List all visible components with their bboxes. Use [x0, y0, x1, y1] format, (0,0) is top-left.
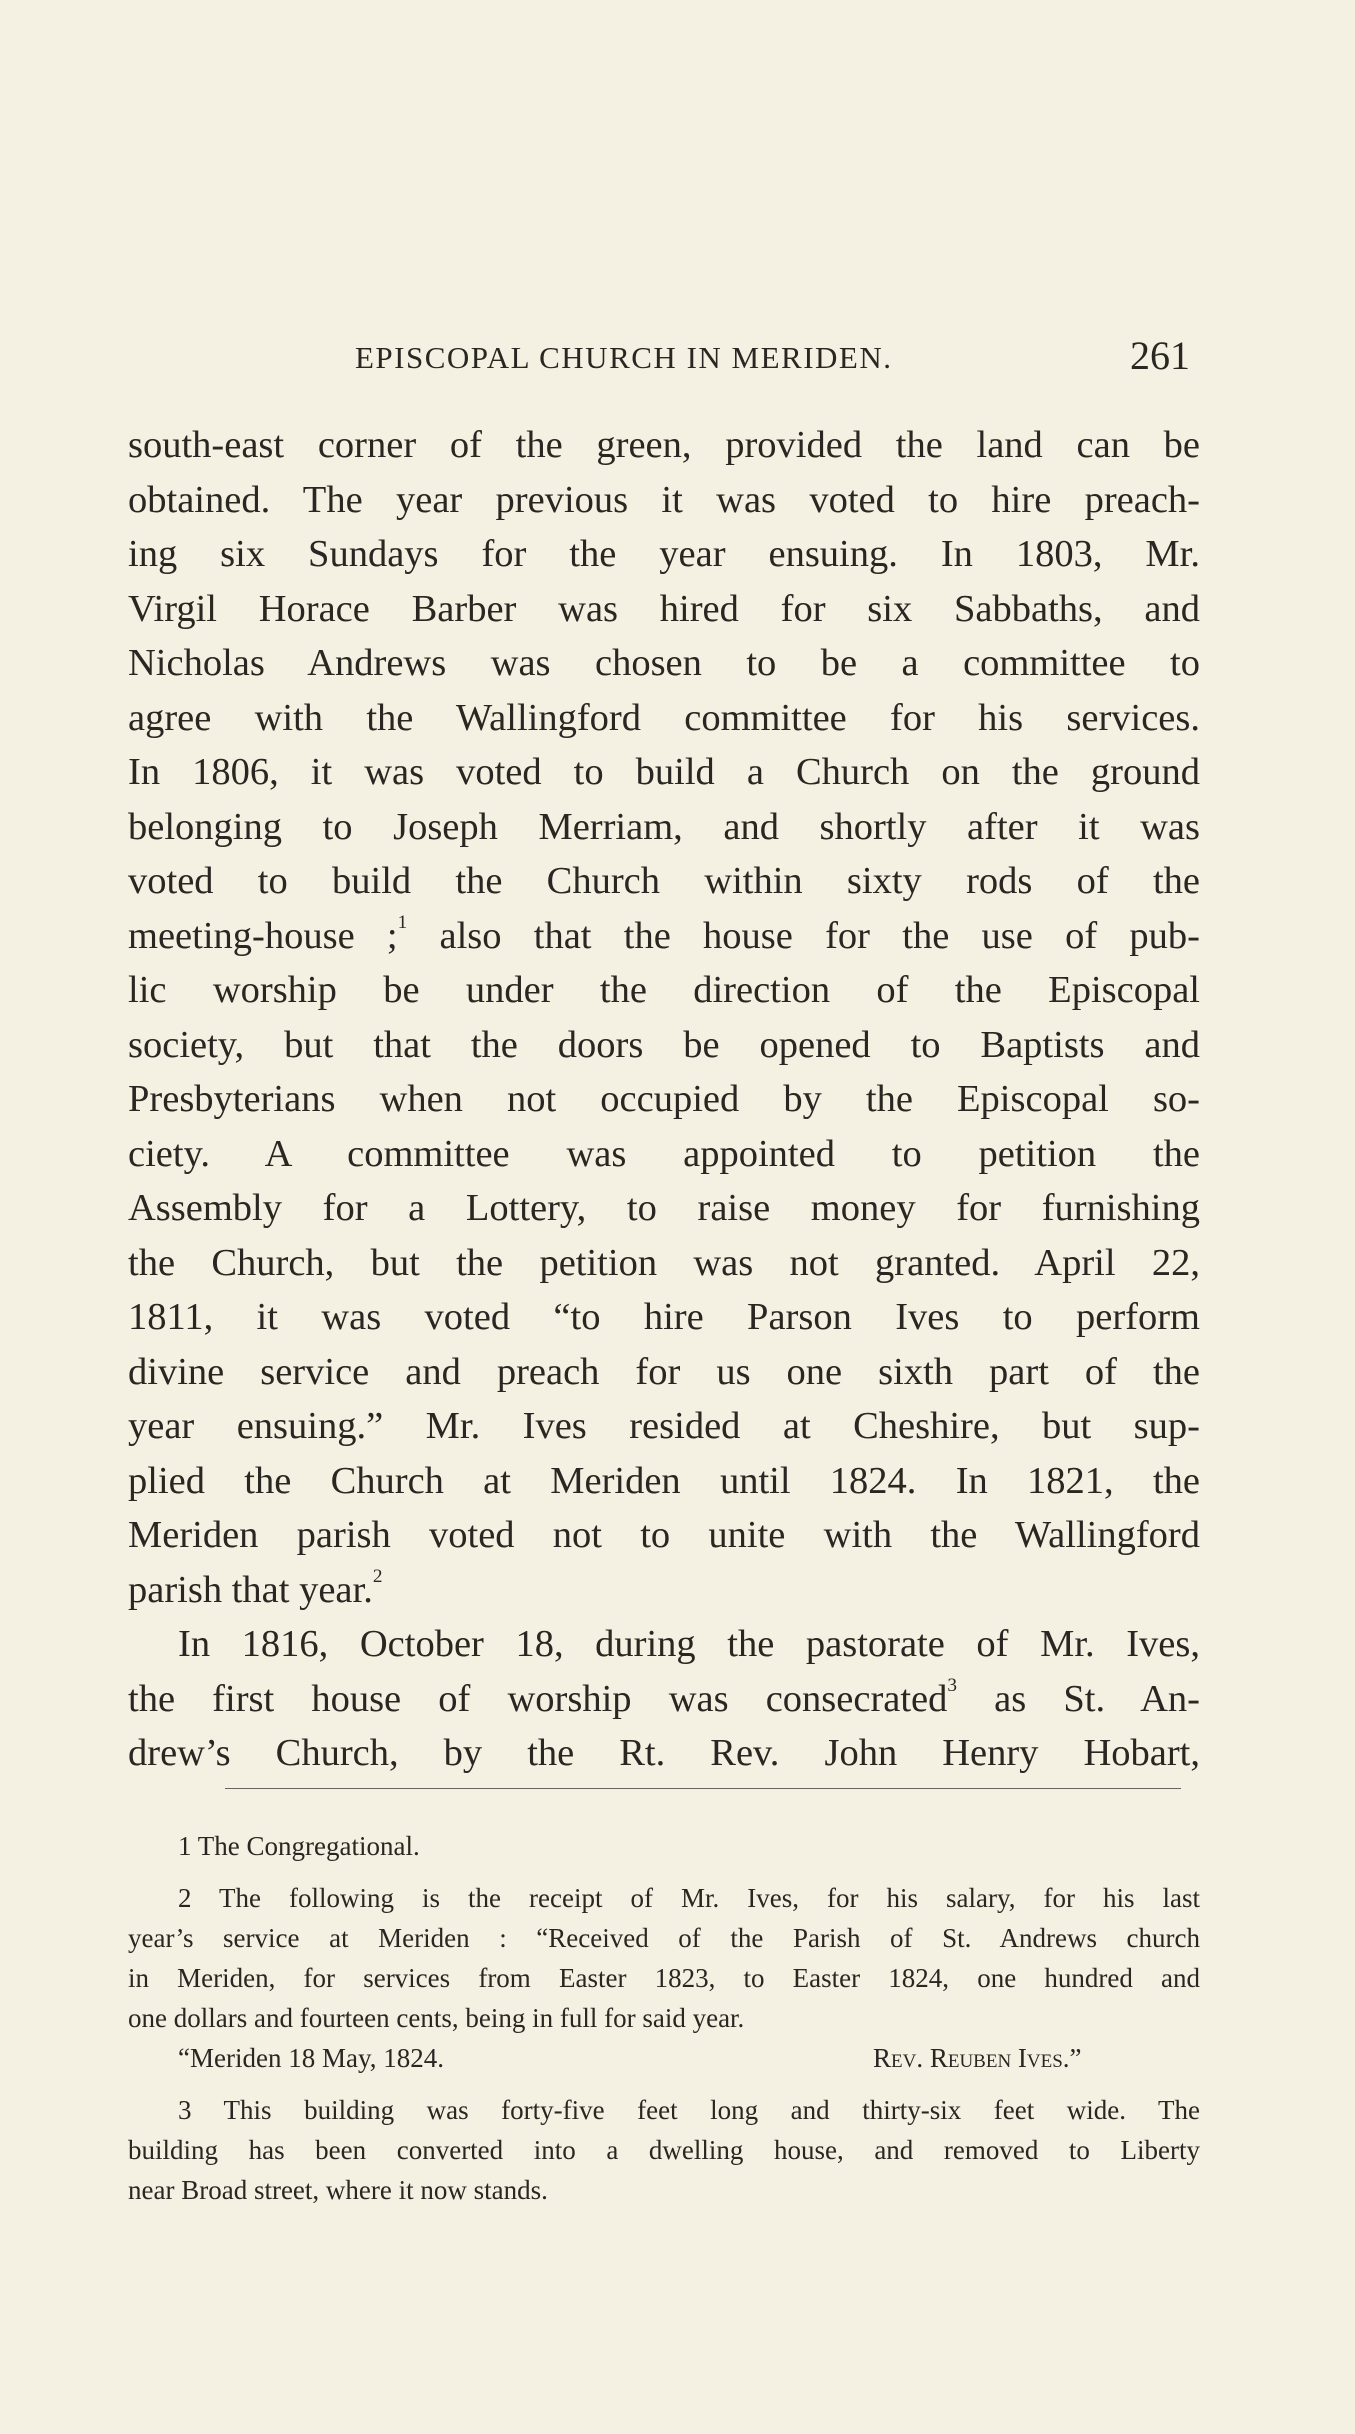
footnote-ref-3: 3 [947, 1674, 958, 1696]
receipt-signature: Rev. Reuben Ives.” [873, 2043, 1082, 2073]
text-line: Assembly for a Lottery, to raise money for furnishing [128, 1187, 1200, 1229]
footnote-2-line: 2 The following is the receipt of Mr. Ives, for his salary, for his last [178, 1883, 1200, 1913]
text-fragment: parish that year. [128, 1568, 373, 1611]
footnotes [128, 1826, 1200, 2210]
text-line: 1811, it was voted “to hire Parson Ives to perform [128, 1296, 1200, 1338]
footnote-divider [225, 1788, 1181, 1789]
text-line: Presbyterians when not occupied by the Episcopal so- [128, 1078, 1200, 1120]
footnote-2-line: year’s service at Meriden : “Received of the Parish of St. Andrews church [128, 1923, 1200, 1953]
footnote-1: 1 The Congregational. [178, 1831, 420, 1861]
page-header [128, 330, 1190, 390]
footnote-3-line: near Broad street, where it now stands. [128, 2175, 548, 2205]
text-fragment: the first house of worship was consecrated [128, 1677, 948, 1720]
footnote-3-line: 3 This building was forty-five feet long and thirty-six feet wide. The [178, 2095, 1200, 2125]
text-line: lic worship be under the direction of the Episcopal [128, 969, 1200, 1011]
footnote-3-line: building has been converted into a dwelling house, and removed to Liberty [128, 2135, 1200, 2165]
receipt-date: “Meriden 18 May, 1824. [178, 2043, 444, 2073]
running-title: EPISCOPAL CHURCH IN MERIDEN. [355, 340, 893, 375]
footnote-2-line: one dollars and fourteen cents, being in full for said year. [128, 2003, 745, 2033]
text-line [128, 1672, 1200, 1727]
text-line: In 1816, October 18, during the pastorate of Mr. Ives, [178, 1623, 1200, 1665]
text-line: agree with the Wallingford committee for his services. [128, 696, 1200, 739]
text-line [128, 1563, 1200, 1618]
footnote-2-line: in Meriden, for services from Easter 1823, to Easter 1824, one hundred and [128, 1963, 1200, 1993]
text-line: ing six Sundays for the year ensuing. In 1803, Mr. [128, 533, 1200, 575]
footnote-ref-2: 2 [372, 1565, 383, 1587]
text-line: obtained. The year previous it was voted to hire preach- [128, 478, 1200, 521]
footnote-ref-1: 1 [397, 911, 408, 933]
text-line: divine service and preach for us one sixth part of the [128, 1350, 1200, 1393]
text-line [128, 909, 1200, 964]
text-line: society, but that the doors be opened to Baptists and [128, 1023, 1200, 1066]
text-line: drew’s Church, by the Rt. Rev. John Henry Hobart, [128, 1732, 1200, 1774]
receipt-signature-line [128, 2038, 1200, 2078]
text-fragment: also that the house for the use of pub- [439, 914, 1201, 957]
text-line: belonging to Joseph Merriam, and shortly after it was [128, 805, 1200, 848]
text-line: ciety. A committee was appointed to petition the [128, 1132, 1200, 1175]
text-line: plied the Church at Meriden until 1824. In 1821, the [128, 1459, 1200, 1502]
page-number: 261 [1130, 333, 1190, 378]
text-line: voted to build the Church within sixty rods of the [128, 860, 1200, 902]
text-fragment: as St. An- [994, 1677, 1201, 1720]
text-line: Virgil Horace Barber was hired for six Sabbaths, and [128, 587, 1200, 630]
text-fragment: meeting-house ; [128, 914, 398, 957]
text-line: In 1806, it was voted to build a Church on the ground [128, 751, 1200, 793]
body-text [128, 418, 1200, 1781]
text-line: year ensuing.” Mr. Ives resided at Cheshire, but sup- [128, 1405, 1200, 1447]
text-line: Nicholas Andrews was chosen to be a committee to [128, 642, 1200, 684]
text-line: south-east corner of the green, provided the land can be [128, 424, 1200, 466]
text-line: Meriden parish voted not to unite with the Wallingford [128, 1514, 1200, 1556]
text-line: the Church, but the petition was not granted. April 22, [128, 1241, 1200, 1284]
